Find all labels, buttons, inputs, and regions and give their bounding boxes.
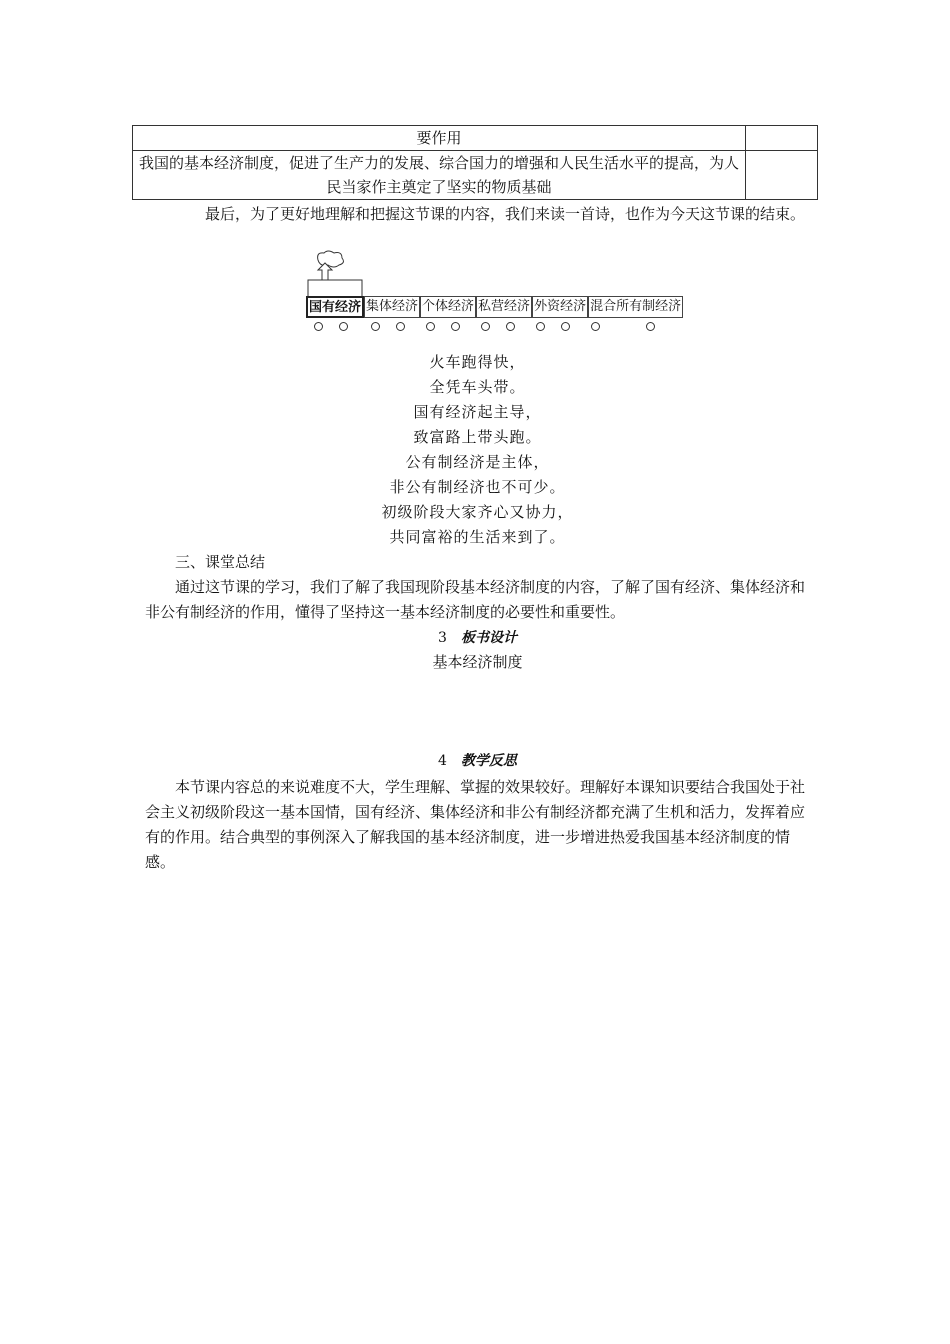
intro-paragraph: 最后，为了更好地理解和把握这节课的内容，我们来读一首诗，也作为今天这节课的结束。 — [205, 205, 806, 223]
section-4-heading — [145, 750, 810, 772]
wheel-icon — [481, 322, 490, 331]
content-table — [132, 125, 818, 200]
train-car-foreign-economy: 外资经济 — [532, 296, 588, 318]
poem-line: 共同富裕的生活来到了。 — [389, 528, 566, 546]
train-car-private-economy: 私营经济 — [476, 296, 532, 318]
section-3-heading — [145, 627, 810, 649]
wheel-icon — [561, 322, 570, 331]
wheel-icon — [314, 322, 323, 331]
poem-line: 致富路上带头跑。 — [413, 428, 542, 446]
table-cell-empty — [746, 151, 818, 200]
poem-line: 初级阶段大家齐心又协力， — [381, 503, 574, 521]
poem-line: 全凭车头带。 — [429, 378, 526, 396]
poem-line: 公有制经济是主体， — [405, 453, 550, 471]
wheel-icon — [591, 322, 600, 331]
section-number: 3 — [438, 630, 447, 646]
poem-line: 火车跑得快， — [429, 353, 526, 371]
wheel-icon — [536, 322, 545, 331]
summary-heading: 三、课堂总结 — [175, 553, 266, 571]
wheel-icon — [396, 322, 405, 331]
table-cell-role: 要作用 — [133, 126, 746, 151]
locomotive-chimney-icon — [306, 250, 366, 300]
table-cell-empty — [746, 126, 818, 151]
train-car-state-economy: 国有经济 — [306, 296, 364, 318]
table-cell-description: 我国的基本经济制度，促进了生产力的发展、综合国力的增强和人民生活水平的提高，为人民当家作主奠定了坚实的物质基础 — [133, 151, 746, 200]
wheel-icon — [426, 322, 435, 331]
train-car-mixed-economy: 混合所有制经济 — [588, 296, 683, 318]
economy-train-illustration — [306, 250, 682, 340]
board-design-title: 基本经济制度 — [432, 653, 523, 671]
train-cars — [306, 296, 683, 318]
train-car-individual-economy: 个体经济 — [420, 296, 476, 318]
wheel-icon — [371, 322, 380, 331]
wheel-icon — [451, 322, 460, 331]
train-car-collective-economy: 集体经济 — [364, 296, 420, 318]
wheel-icon — [339, 322, 348, 331]
section-number: 4 — [438, 753, 447, 769]
reflection-paragraph: 本节课内容总的来说难度不大，学生理解、掌握的效果较好。理解好本课知识要结合我国处于社会主义初级阶段这一基本国情，国有经济、集体经济和非公有制经济都充满了生机和活力，发挥着应有的作用。结合典型的事例深入了解我国的基本经济制度，进一步增进热爱我国基本经济制度的情感。 — [145, 778, 806, 871]
poem — [145, 350, 810, 550]
section-title: 教学反思 — [460, 753, 517, 769]
section-title: 板书设计 — [460, 630, 517, 646]
wheel-icon — [506, 322, 515, 331]
poem-line: 非公有制经济也不可少。 — [389, 478, 566, 496]
wheel-icon — [646, 322, 655, 331]
poem-line: 国有经济起主导， — [413, 403, 542, 421]
summary-paragraph: 通过这节课的学习，我们了解了我国现阶段基本经济制度的内容，了解了国有经济、集体经济和非公有制经济的作用，懂得了坚持这一基本经济制度的必要性和重要性。 — [145, 578, 806, 621]
